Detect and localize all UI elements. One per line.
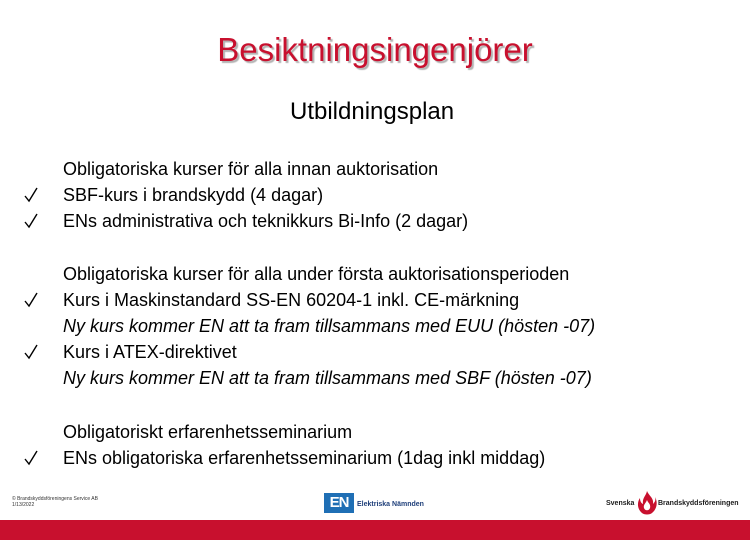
check-icon	[24, 186, 38, 204]
sbf-logo	[606, 490, 741, 516]
en-logo-text: Elektriska Nämnden	[357, 501, 424, 508]
section-heading: Obligatoriskt erfarenhetsseminarium	[63, 422, 353, 442]
list-item: ENs obligatoriska erfarenhetsseminarium (1dag inkl middag)	[63, 448, 546, 468]
section-heading: Obligatoriska kurser för alla under första auktorisationsperioden	[63, 264, 570, 284]
en-logo-mark: EN	[324, 493, 354, 513]
footer-copyright	[12, 496, 98, 508]
list-item-note: Ny kurs kommer EN att ta fram tillsammans med SBF (hösten -07)	[63, 368, 592, 388]
copyright-text: © Brandskyddsföreningens Service AB	[12, 496, 98, 502]
list-item-note: Ny kurs kommer EN att ta fram tillsammans med EUU (hösten -07)	[63, 316, 596, 336]
check-icon	[24, 449, 38, 467]
en-logo	[324, 493, 434, 515]
list-item: SBF-kurs i brandskydd (4 dagar)	[63, 185, 324, 205]
bottom-bar	[0, 520, 750, 540]
section-heading: Obligatoriska kurser för alla innan auktorisation	[63, 159, 439, 179]
sbf-logo-left-text: Svenska	[606, 500, 635, 507]
sbf-logo-right-text: Brandskyddsföreningen	[658, 500, 739, 507]
slide-subtitle: Utbildningsplan	[290, 98, 455, 125]
footer-date: 1/13/2022	[12, 502, 35, 508]
check-icon	[24, 291, 38, 309]
list-item: Kurs i Maskinstandard SS-EN 60204-1 inkl. CE-märkning	[63, 290, 520, 310]
check-icon	[24, 212, 38, 230]
flame-icon	[636, 490, 658, 516]
check-icon	[24, 343, 38, 361]
slide-title: Besiktningsingenjörer	[217, 31, 533, 68]
list-item: Kurs i ATEX-direktivet	[63, 342, 237, 362]
list-item: ENs administrativa och teknikkurs Bi-Info (2 dagar)	[63, 211, 469, 231]
